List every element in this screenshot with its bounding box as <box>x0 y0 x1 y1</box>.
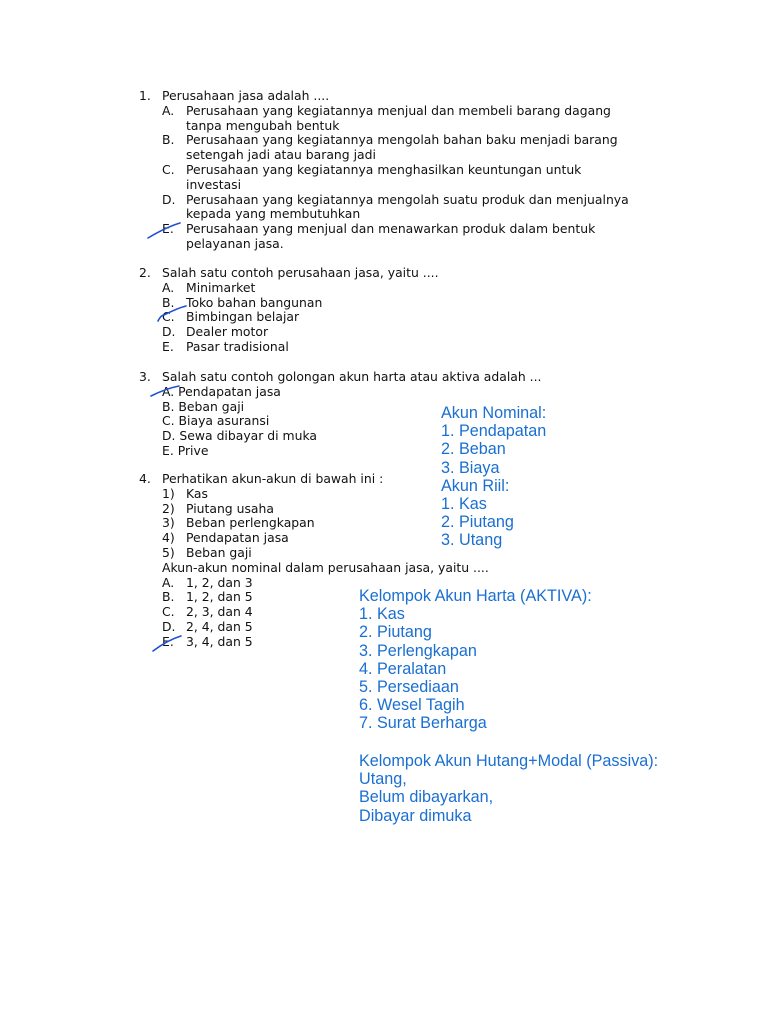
option-line: Perusahaan yang menjual dan menawarkan produk dalam bentuk <box>186 221 596 237</box>
question-text: Salah satu contoh perusahaan jasa, yaitu .... <box>162 265 439 280</box>
note-item: 3. Biaya <box>441 458 500 477</box>
question-stem <box>139 266 439 281</box>
option-label: C. <box>162 604 175 620</box>
check-mark-icon <box>151 635 187 655</box>
question-substem: Akun-akun nominal dalam perusahaan jasa, yaitu .... <box>162 559 489 575</box>
option-text: 1, 2, dan 3 <box>186 574 253 590</box>
option-d <box>139 193 629 223</box>
note-aktiva <box>359 587 592 733</box>
option-text: 2, 3, dan 4 <box>186 604 253 620</box>
option-label: E. <box>162 221 174 237</box>
note-item: 6. Wesel Tagih <box>359 696 465 715</box>
item-text: Beban gaji <box>186 544 252 560</box>
note-item: 2. Piutang <box>359 623 432 642</box>
note-akun-nominal <box>441 404 546 550</box>
question-text: Perhatikan akun-akun di bawah ini : <box>162 471 384 486</box>
option-label: D. <box>162 618 176 634</box>
note-item: 1. Kas <box>441 495 487 514</box>
note-item: 3. Perlengkapan <box>359 641 477 660</box>
option-e: E. Prive <box>162 442 209 458</box>
note-item: 2. Piutang <box>441 513 514 532</box>
option-b: B. Beban gaji <box>162 398 245 414</box>
option-text: Pasar tradisional <box>186 338 289 354</box>
item-text: Piutang usaha <box>186 500 274 516</box>
option-a <box>139 104 629 134</box>
question-stem <box>139 89 629 104</box>
option-label: D. <box>162 191 176 207</box>
option-text: Dealer motor <box>186 324 269 340</box>
option-text: Toko bahan bangunan <box>186 294 323 310</box>
check-mark-icon <box>156 305 192 325</box>
note-passiva <box>359 752 658 825</box>
option-label: C. <box>162 309 175 325</box>
item-text: Pendapatan jasa <box>186 530 289 546</box>
account-item <box>139 516 489 531</box>
option-label: A. <box>162 279 175 295</box>
note-item: Dibayar dimuka <box>359 806 472 825</box>
question-text: Perusahaan jasa adalah .... <box>162 88 330 103</box>
option-e <box>139 222 629 252</box>
option-line: Perusahaan yang kegiatannya mengolah bahan baku menjadi barang <box>186 132 618 148</box>
item-label: 4) <box>162 530 175 546</box>
option-line: pelayanan jasa. <box>186 235 284 251</box>
option-label: B. <box>162 589 175 605</box>
note-title: Kelompok Akun Harta (AKTIVA): <box>359 587 592 605</box>
question-number: 2. <box>139 265 151 280</box>
account-item <box>139 546 489 561</box>
note-item: 5. Persediaan <box>359 678 459 697</box>
option-line: investasi <box>186 176 242 192</box>
option-label: A. <box>162 574 175 590</box>
question-stem <box>139 472 489 487</box>
item-label: 1) <box>162 485 175 501</box>
option-c: C. Biaya asuransi <box>162 413 270 429</box>
note-item: 1. Pendapatan <box>441 422 547 441</box>
option-line: tanpa mengubah bentuk <box>186 117 340 133</box>
option-d <box>139 325 439 340</box>
question-stem <box>139 370 541 385</box>
note-title: Kelompok Akun Hutang+Modal (Passiva): <box>359 752 659 770</box>
option-line: kepada yang membutuhkan <box>186 206 361 222</box>
check-mark-icon <box>149 384 183 400</box>
note-item: 4. Peralatan <box>359 659 447 678</box>
option-line: Perusahaan yang kegiatannya mengolah suatu produk dan menjualnya <box>186 191 629 207</box>
note-item: 1. Kas <box>359 605 405 624</box>
option-label: D. <box>162 324 176 340</box>
option-c <box>139 163 629 193</box>
option-text: Bimbingan belajar <box>186 309 300 325</box>
option-text: Minimarket <box>186 279 256 295</box>
option-label: B. <box>162 132 175 148</box>
question-number: 4. <box>139 471 151 486</box>
option-label: B. <box>162 294 175 310</box>
option-label: E. <box>162 338 174 354</box>
option-a <box>139 281 439 296</box>
option-text: 3, 4, dan 5 <box>186 633 253 649</box>
note-title: Akun Riil: <box>441 476 510 495</box>
option-e <box>139 340 439 355</box>
option-label: E. <box>162 633 174 649</box>
item-label: 2) <box>162 500 175 516</box>
option-line: Perusahaan yang kegiatannya menjual dan membeli barang dagang <box>186 102 611 118</box>
note-item: 2. Beban <box>441 440 506 459</box>
note-item: Belum dibayarkan, <box>359 788 494 807</box>
account-item <box>139 487 489 502</box>
option-line: setengah jadi atau barang jadi <box>186 147 376 163</box>
note-item: 3. Utang <box>441 531 503 550</box>
option-d: D. Sewa dibayar di muka <box>162 428 318 444</box>
question-number: 1. <box>139 88 151 103</box>
question-text: Salah satu contoh golongan akun harta atau aktiva adalah ... <box>162 369 542 384</box>
note-item: 7. Surat Berharga <box>359 714 487 733</box>
option-label: C. <box>162 161 175 177</box>
option-text: 2, 4, dan 5 <box>186 618 253 634</box>
note-item: Utang, <box>359 770 407 789</box>
note-title: Akun Nominal: <box>441 404 547 422</box>
option-b <box>139 133 629 163</box>
account-item <box>139 531 489 546</box>
option-line: Perusahaan yang kegiatannya menghasilkan keuntungan untuk <box>186 161 582 177</box>
item-label: 3) <box>162 515 175 531</box>
question-1 <box>139 89 629 252</box>
option-text: 1, 2, dan 5 <box>186 589 253 605</box>
check-mark-icon <box>146 222 186 242</box>
account-item <box>139 502 489 517</box>
option-a: A. Pendapatan jasa <box>162 383 281 399</box>
item-text: Kas <box>186 485 208 501</box>
item-label: 5) <box>162 544 175 560</box>
question-number: 3. <box>139 369 151 384</box>
option-label: A. <box>162 102 175 118</box>
item-text: Beban perlengkapan <box>186 515 315 531</box>
